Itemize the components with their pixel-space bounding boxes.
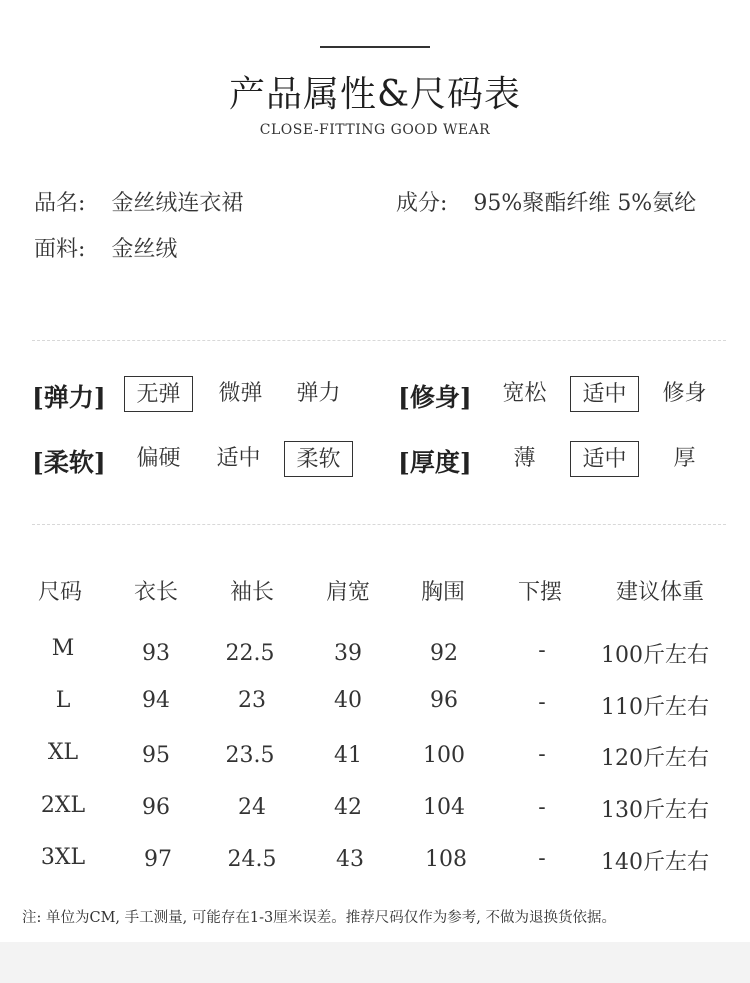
table-cell-sleeve: 23 (238, 688, 266, 713)
elasticity-option-stretch: 弹力 (296, 381, 341, 406)
fabric-info (34, 232, 177, 263)
table-cell-weight: 130斤左右 (601, 798, 709, 823)
thickness-option-thick: 厚 (673, 446, 696, 471)
header-length: 衣长 (133, 580, 178, 605)
table-cell-shoulder: 39 (334, 641, 362, 666)
table-cell-hem: - (538, 846, 546, 871)
table-cell-size: L (55, 688, 71, 713)
header-divider-line (320, 46, 430, 48)
table-cell-size: XL (47, 740, 79, 765)
fit-option-medium: 适中 (570, 376, 639, 412)
fit-label: [修身] (398, 383, 472, 412)
table-cell-bust: 92 (430, 641, 458, 666)
table-cell-bust: 108 (425, 847, 467, 872)
table-cell-sleeve: 24.5 (227, 847, 277, 872)
composition-value: 95%聚酯纤维 5%氨纶 (473, 191, 697, 216)
table-cell-hem: - (538, 690, 546, 715)
thickness-option-thin: 薄 (513, 446, 536, 471)
table-cell-bust: 100 (423, 743, 465, 768)
table-cell-shoulder: 43 (336, 847, 364, 872)
table-cell-weight: 110斤左右 (601, 695, 709, 720)
composition-info (396, 186, 696, 217)
table-cell-length: 94 (142, 688, 170, 713)
attribute-row-2 (0, 441, 750, 481)
table-cell-length: 97 (144, 847, 172, 872)
composition-label: 成分: (396, 191, 448, 216)
elasticity-option-slight: 微弹 (218, 381, 263, 406)
table-cell-length: 95 (142, 743, 170, 768)
header-weight: 建议体重 (615, 580, 704, 605)
page-title: 产品属性&尺码表 (228, 74, 522, 115)
header-size: 尺码 (37, 580, 82, 605)
table-cell-size: 3XL (40, 845, 86, 870)
softness-label: [柔软] (32, 448, 106, 477)
table-cell-size: 2XL (40, 793, 86, 818)
fit-option-loose: 宽松 (502, 381, 547, 406)
section-divider-2 (32, 524, 726, 525)
table-cell-shoulder: 42 (334, 795, 362, 820)
header-sleeve: 袖长 (229, 580, 274, 605)
header-hem: 下摆 (517, 580, 562, 605)
product-name-info (34, 186, 243, 217)
attribute-row-1 (0, 376, 750, 416)
header-bust: 胸围 (420, 580, 465, 605)
table-cell-weight: 100斤左右 (601, 643, 709, 668)
softness-option-stiff: 偏硬 (136, 446, 181, 471)
footer-band (0, 942, 750, 983)
table-cell-bust: 104 (423, 795, 465, 820)
section-divider-1 (32, 340, 726, 341)
elasticity-option-none: 无弹 (124, 376, 193, 412)
table-cell-sleeve: 22.5 (225, 641, 275, 666)
table-cell-hem: - (538, 742, 546, 767)
thickness-option-medium: 适中 (570, 441, 639, 477)
table-cell-hem: - (538, 795, 546, 820)
table-cell-hem: - (538, 638, 546, 663)
table-cell-bust: 96 (430, 688, 458, 713)
table-cell-length: 93 (142, 641, 170, 666)
thickness-label: [厚度] (398, 448, 472, 477)
table-cell-shoulder: 40 (334, 688, 362, 713)
fit-option-slim: 修身 (662, 381, 707, 406)
product-name-value: 金丝绒连衣裙 (111, 191, 244, 216)
header-shoulder: 肩宽 (325, 580, 370, 605)
table-cell-shoulder: 41 (334, 743, 362, 768)
fabric-value: 金丝绒 (111, 237, 178, 262)
measurement-note: 注: 单位为CM, 手工测量, 可能存在1-3厘米误差。推荐尺码仅作为参考, 不做为退换货依据。 (22, 910, 616, 926)
table-cell-weight: 120斤左右 (601, 746, 709, 771)
table-cell-size: M (51, 636, 75, 661)
elasticity-label: [弹力] (32, 383, 106, 412)
fabric-label: 面料: (34, 237, 86, 262)
product-name-label: 品名: (34, 191, 86, 216)
softness-option-soft: 柔软 (284, 441, 353, 477)
table-cell-length: 96 (142, 795, 170, 820)
table-cell-weight: 140斤左右 (601, 850, 709, 875)
table-cell-sleeve: 23.5 (225, 743, 275, 768)
page-subtitle: CLOSE-FITTING GOOD WEAR (259, 122, 491, 138)
softness-option-medium: 适中 (216, 446, 261, 471)
table-cell-sleeve: 24 (238, 795, 266, 820)
